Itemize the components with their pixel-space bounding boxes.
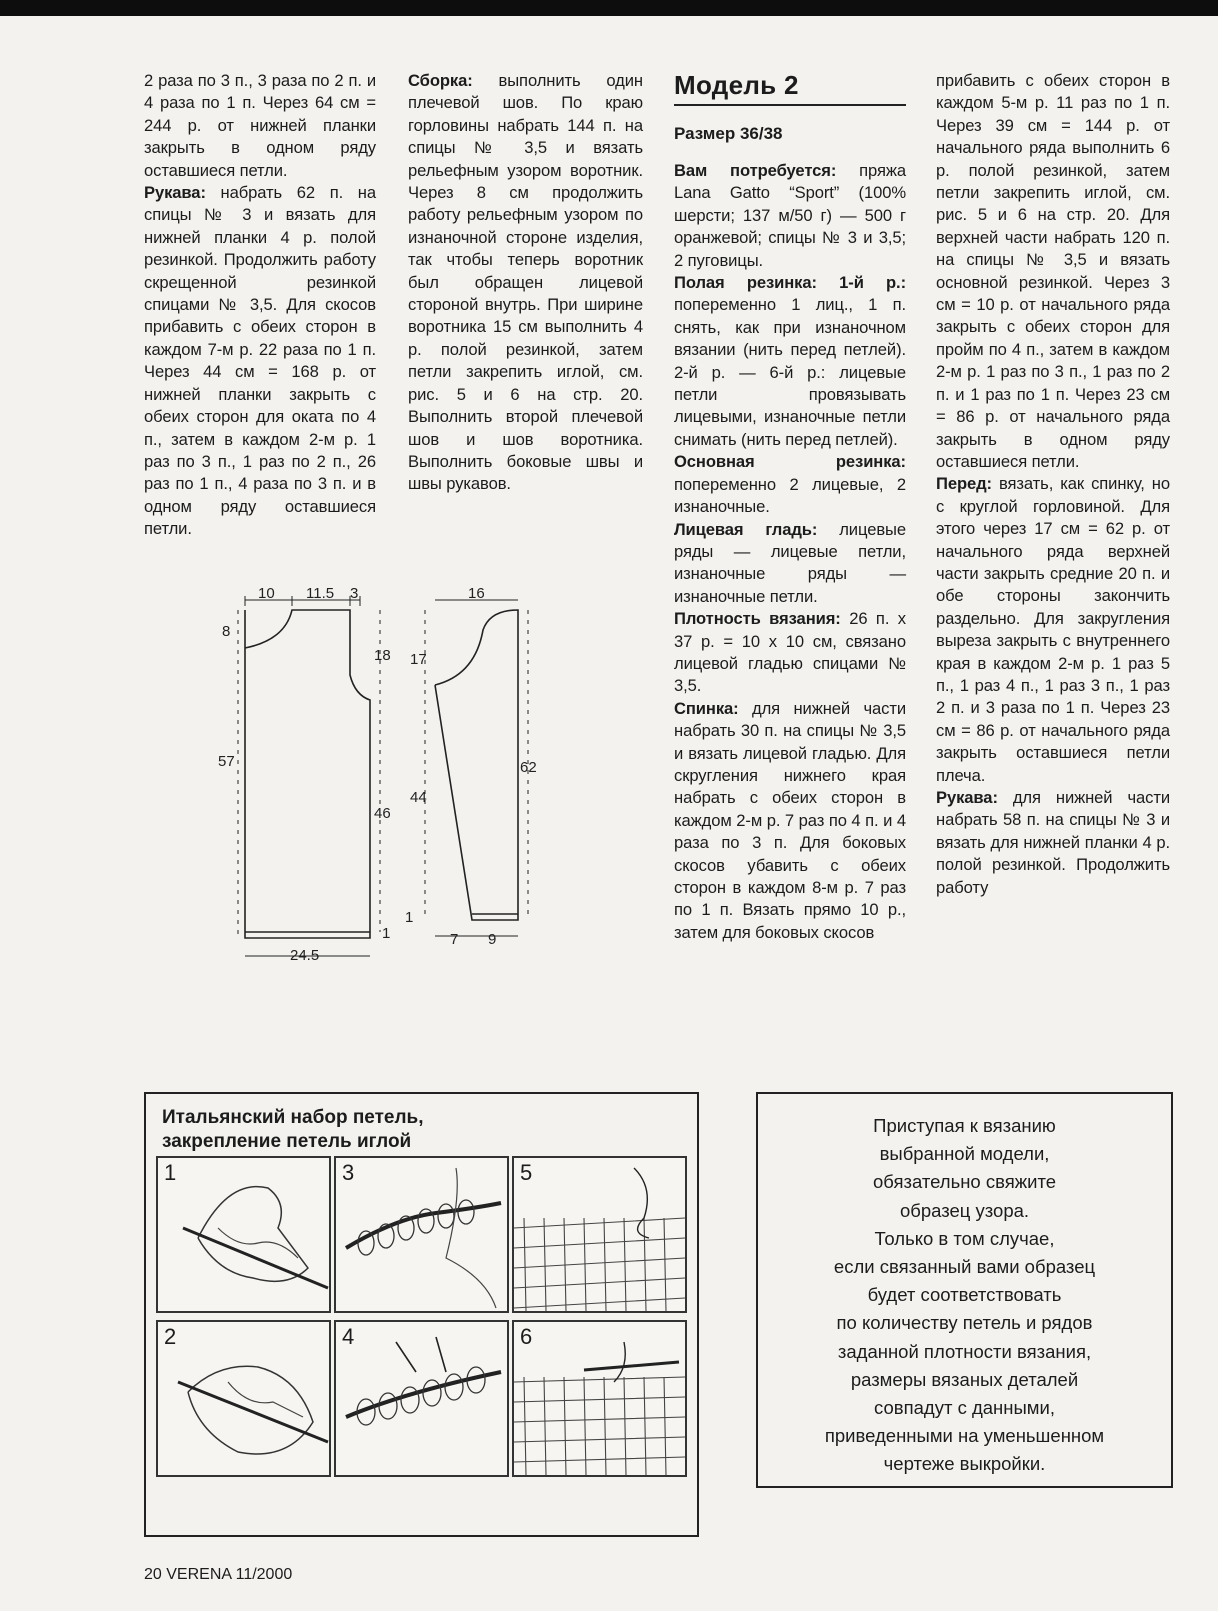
paragraph: Полая резинка: 1-й р.: попеременно 1 лиц., 1 п. снять, как при изнаночном вязании (нить перед петлей). 2-й р. — 6-й р.: лицевые петли провязывать лицевыми, изнаночные петли снимать (нить перед петлей). — [674, 273, 906, 449]
step-3-illustration: 3 — [334, 1156, 509, 1313]
paragraph: Вам потребуется: пряжа Lana Gatto “Sport” (100% шерсти; 137 м/50 г) — 500 г оранжевой; спицы № 3 и 3,5; 2 пуговицы. — [674, 161, 906, 270]
text-column-3 — [674, 160, 906, 944]
knitted-fabric-illustration — [514, 1322, 685, 1475]
paragraph: Лицевая гладь: лицевые ряды — лицевые петли, изнаночные ряды — изнаночные петли. — [674, 519, 906, 606]
paragraph: Спинка: для нижней части набрать 30 п. на спицы № 3,5 и вязать лицевой гладью. Для скругления нижнего края набрать с обеих сторон в каждом 2-м р. 7 раз по 4 п. и 4 раза по 3 п. Для боковых скосов убавить с обеих сторон в каждом 8-м р. 7 раз по 1 п. Вязать прямо 10 р., затем для боковых скосов — [674, 698, 906, 942]
dim-sleeve-right: 9 — [488, 931, 497, 948]
title-rule — [674, 104, 906, 106]
text-column-4 — [936, 70, 1170, 899]
page-footer: 20 VERENA 11/2000 — [144, 1566, 293, 1583]
dim-armhole-height: 18 — [374, 647, 391, 664]
top-border — [0, 0, 1218, 16]
instructions-box — [144, 1092, 699, 1537]
paragraph: Рукава: для нижней части набрать 58 п. на спицы № 3 и вязать для нижней планки 4 р. полой резинкой. Продолжить работу — [936, 788, 1170, 897]
step-2-illustration: 2 — [156, 1320, 331, 1477]
dim-sleeve-total: 62 — [520, 759, 537, 776]
text-column-1 — [144, 70, 376, 541]
step-6-illustration: 6 — [512, 1320, 687, 1477]
step-4-illustration: 4 — [334, 1320, 509, 1477]
dim-bottom-width: 24.5 — [290, 947, 320, 964]
sleeve-outline — [435, 610, 518, 920]
hand-needle-illustration — [158, 1322, 329, 1475]
model-size: Размер 36/38 — [674, 124, 783, 143]
stitch-loops-illustration — [336, 1322, 507, 1475]
paragraph: Основная резинка: попеременно 2 лицевые, 2 изнаночные. — [674, 452, 906, 517]
dim-sleeve-top: 16 — [468, 585, 485, 602]
pattern-diagrams — [200, 580, 560, 980]
stitch-loops-illustration — [336, 1158, 507, 1311]
knitted-fabric-illustration — [514, 1158, 685, 1311]
dim-sleeve-left: 7 — [450, 931, 459, 948]
paragraph: прибавить с обеих сторон в каждом 5-м р. 11 раз по 1 п. Через 39 см = 144 р. от начального ряда выполнить 6 р. полой резинкой, затем петли закрепить иглой, см. рис. 5 и 6 на стр. 20. Для верхней части набрать 120 п. на спицы № 3,5 и вязать основной резинкой. Через 3 см = 10 р. от начального ряда закрыть с обеих сторон для пройм по 4 п., затем в каждом 2-м р. 1 раз по 3 п., 1 раз по 2 п. и 1 раз по 1 п. Через 23 см = 86 р. от начального ряда закрыть в одном ряду оставшиеся петли. — [936, 71, 1170, 471]
paragraph: 2 раза по 3 п., 3 раза по 2 п. и 4 раза по 1 п. Через 64 см = 244 р. от нижней планки закрыть в одном ряду оставшиеся петли. — [144, 71, 376, 180]
paragraph: Рукава: набрать 62 п. на спицы № 3 и вязать для нижней планки 4 р. полой резинкой. Продолжить работу скрещенной резинкой спицами № 3,5. Для скосов прибавить с обеих сторон в каждом 7-м р. 22 раза по 1 п. Через 44 см = 168 р. от нижней планки закрыть с обеих сторон для оката по 4 п., затем в каждом 2-м р. 1 раз по 3 п., 1 раз по 2 п., 26 раз по 1 п., 4 раза по 3 п. и в одном ряду оставшиеся петли. — [144, 183, 376, 539]
dim-side-height: 46 — [374, 805, 391, 822]
dim-edge-width: 3 — [350, 585, 359, 602]
model-title: Модель 2 — [674, 70, 799, 100]
dim-shoulder-width: 11.5 — [306, 585, 335, 602]
body-pattern — [238, 596, 380, 956]
dim-sleeve-seam: 44 — [410, 789, 427, 806]
gauge-note-box — [756, 1092, 1173, 1488]
step-1-illustration: 1 — [156, 1156, 331, 1313]
dim-sleeve-band: 1 — [405, 909, 414, 926]
step-5-illustration: 5 — [512, 1156, 687, 1313]
dim-neck-height: 8 — [222, 623, 231, 640]
dim-band-height: 1 — [382, 925, 391, 942]
instructions-title: Итальянский набор петель, закрепление петель иглой — [162, 1107, 424, 1152]
dim-total-height: 57 — [218, 753, 235, 770]
dim-neck-width: 10 — [258, 585, 275, 602]
dim-sleeve-cap: 17 — [410, 651, 427, 668]
paragraph: Перед: вязать, как спинку, но с круглой горловиной. Для этого через 17 см = 62 р. от начального ряда верхней части закрыть средние 20 п. и обе стороны закончить раздельно. Для закругления выреза закрыть с внутреннего края в каждом 2-м р. 1 раз 5 п., 1 раз 4 п., 1 раз 3 п., 1 раз 2 п. и 3 раза по 1 п. Через 23 см = 86 р. от начального ряда закрыть оставшиеся петли плеча. — [936, 474, 1170, 785]
body-outline — [245, 610, 370, 938]
paragraph: Сборка: выполнить один плечевой шов. По краю горловины набрать 144 п. на спицы № 3,5 и вязать рельефным узором воротник. Через 8 см продолжить работу рельефным узором по изнаночной стороне изделия, так чтобы теперь воротник был обращен лицевой стороной внутрь. При ширине воротника 15 см выполнить 4 р. полой резинкой, затем петли закрепить иглой, см. рис. 5 и 6 на стр. 20. Выполнить второй плечевой шов и шов воротника. Выполнить боковые швы и швы рукавов. — [408, 71, 643, 494]
paragraph: Плотность вязания: 26 п. x 37 р. = 10 x 10 см, связано лицевой гладью спицами № 3,5. — [674, 609, 906, 696]
text-column-2 — [408, 70, 643, 496]
gauge-note-text: Приступая к вязанию выбранной модели, обязательно свяжите образец узора. Только в том случае, если связанный вами образец будет соответствовать по количеству петель и рядов заданной плотности вязания, размеры вязаных деталей совпадут с данными, приведенными на уменьшенном чертеже выкройки. — [824, 1115, 1105, 1475]
hand-needle-illustration — [158, 1158, 329, 1311]
sleeve-pattern — [425, 600, 528, 936]
